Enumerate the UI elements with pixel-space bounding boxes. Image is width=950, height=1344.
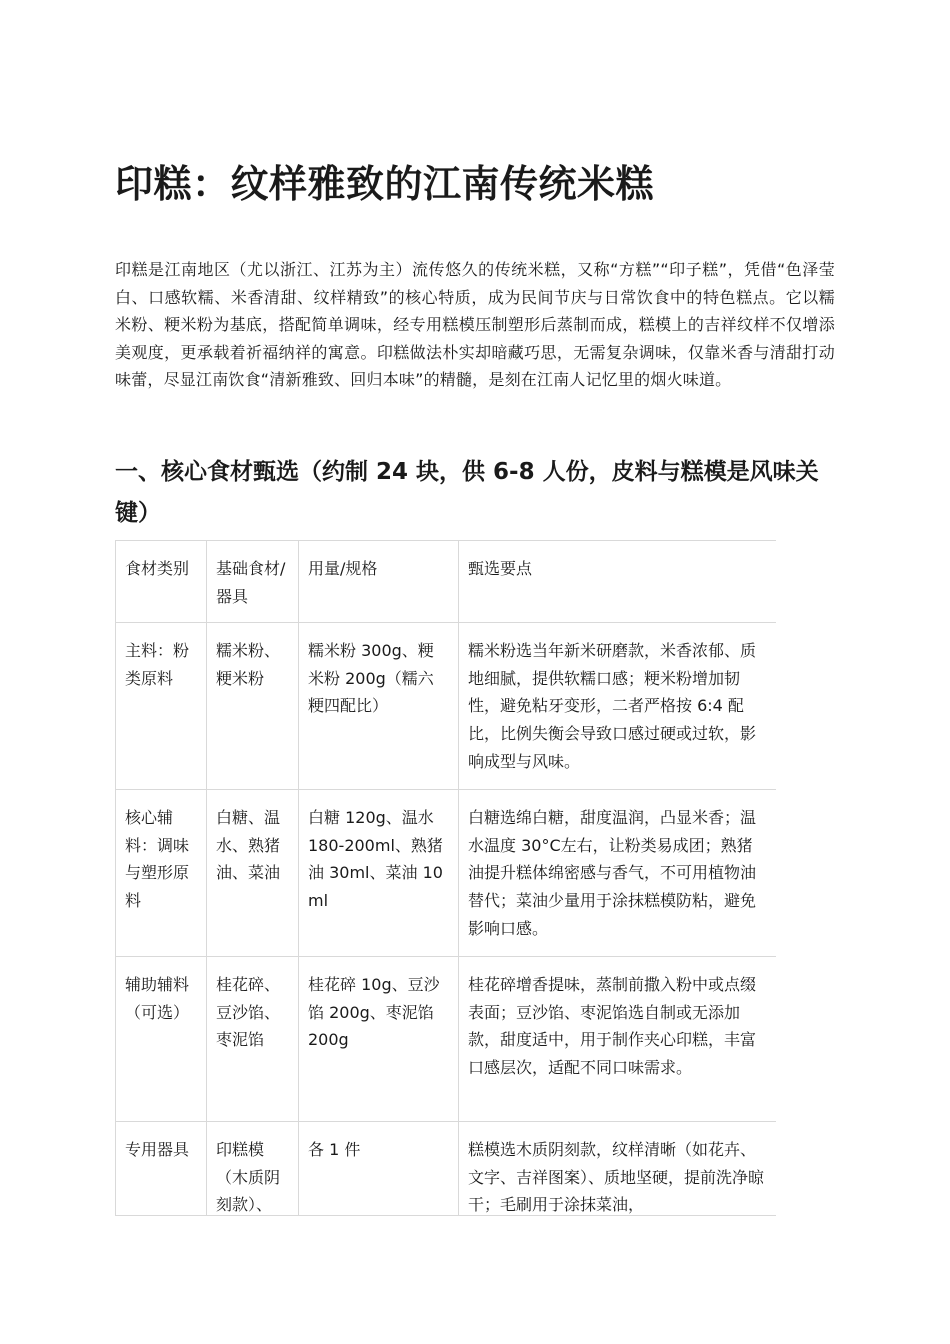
cell-category: 核心辅料：调味与塑形原料 — [116, 790, 207, 957]
cell-amount: 桂花碎 10g、豆沙馅 200g、枣泥馅 200g — [299, 957, 459, 1122]
cell-amount: 各 1 件 — [299, 1122, 459, 1216]
cell-amount: 糯米粉 300g、粳米粉 200g（糯六粳四配比） — [299, 623, 459, 790]
ingredients-table — [115, 540, 776, 1216]
cell-amount: 白糖 120g、温水 180-200ml、熟猪油 30ml、菜油 10ml — [299, 790, 459, 957]
header-cell-category: 食材类别 — [116, 541, 207, 623]
cell-category: 专用器具 — [116, 1122, 207, 1216]
cell-category: 辅助辅料（可选） — [116, 957, 207, 1122]
cell-notes: 糯米粉选当年新米研磨款，米香浓郁、质地细腻，提供软糯口感；粳米粉增加韧性，避免粘牙变形，二者严格按 6:4 配比，比例失衡会导致口感过硬或过软，影响成型与风味。 — [459, 623, 777, 790]
table-row — [116, 790, 777, 957]
table-row — [116, 957, 777, 1122]
header-cell-amount: 用量/规格 — [299, 541, 459, 623]
cell-notes: 白糖选绵白糖，甜度温润，凸显米香；温水温度 30°C左右，让粉类易成团；熟猪油提升糕体绵密感与香气，不可用植物油替代；菜油少量用于涂抹糕模防粘，避免影响口感。 — [459, 790, 777, 957]
table-row — [116, 1122, 777, 1216]
cell-notes: 糕模选木质阴刻款，纹样清晰（如花卉、文字、吉祥图案）、质地坚硬，提前洗净晾干；毛刷用于涂抹菜油， — [459, 1122, 777, 1216]
table-row — [116, 623, 777, 790]
intro-paragraph: 印糕是江南地区（尤以浙江、江苏为主）流传悠久的传统米糕，又称“方糕”“印子糕”，凭借“色泽莹白、口感软糯、米香清甜、纹样精致”的核心特质，成为民间节庆与日常饮食中的特色糕点。它以糯米粉、粳米粉为基底，搭配简单调味，经专用糕模压制塑形后蒸制而成，糕模上的吉祥纹样不仅增添美观度，更承载着祈福纳祥的寓意。印糕做法朴实却暗藏巧思，无需复杂调味，仅靠米香与清甜打动味蕾，尽显江南饮食“清新雅致、回归本味”的精髓，是刻在江南人记忆里的烟火味道。 — [115, 260, 835, 390]
cell-category: 主料：粉类原料 — [116, 623, 207, 790]
ingredients-table-container — [115, 540, 776, 1216]
page-title: 印糕：纹样雅致的江南传统米糕 — [115, 162, 655, 206]
table-header-row — [116, 541, 777, 623]
cell-items: 糯米粉、粳米粉 — [207, 623, 299, 790]
cell-items: 印糕模（木质阴刻款）、 — [207, 1122, 299, 1216]
header-cell-items: 基础食材/器具 — [207, 541, 299, 623]
header-cell-notes: 甄选要点 — [459, 541, 777, 623]
cell-notes: 桂花碎增香提味，蒸制前撒入粉中或点缀表面；豆沙馅、枣泥馅选自制或无添加款，甜度适中，用于制作夹心印糕，丰富口感层次，适配不同口味需求。 — [459, 957, 777, 1122]
section-heading: 一、核心食材甄选（约制 24 块，供 6-8 人份，皮料与糕模是风味关键） — [115, 459, 819, 526]
cell-items: 桂花碎、豆沙馅、枣泥馅 — [207, 957, 299, 1122]
cell-items: 白糖、温水、熟猪油、菜油 — [207, 790, 299, 957]
